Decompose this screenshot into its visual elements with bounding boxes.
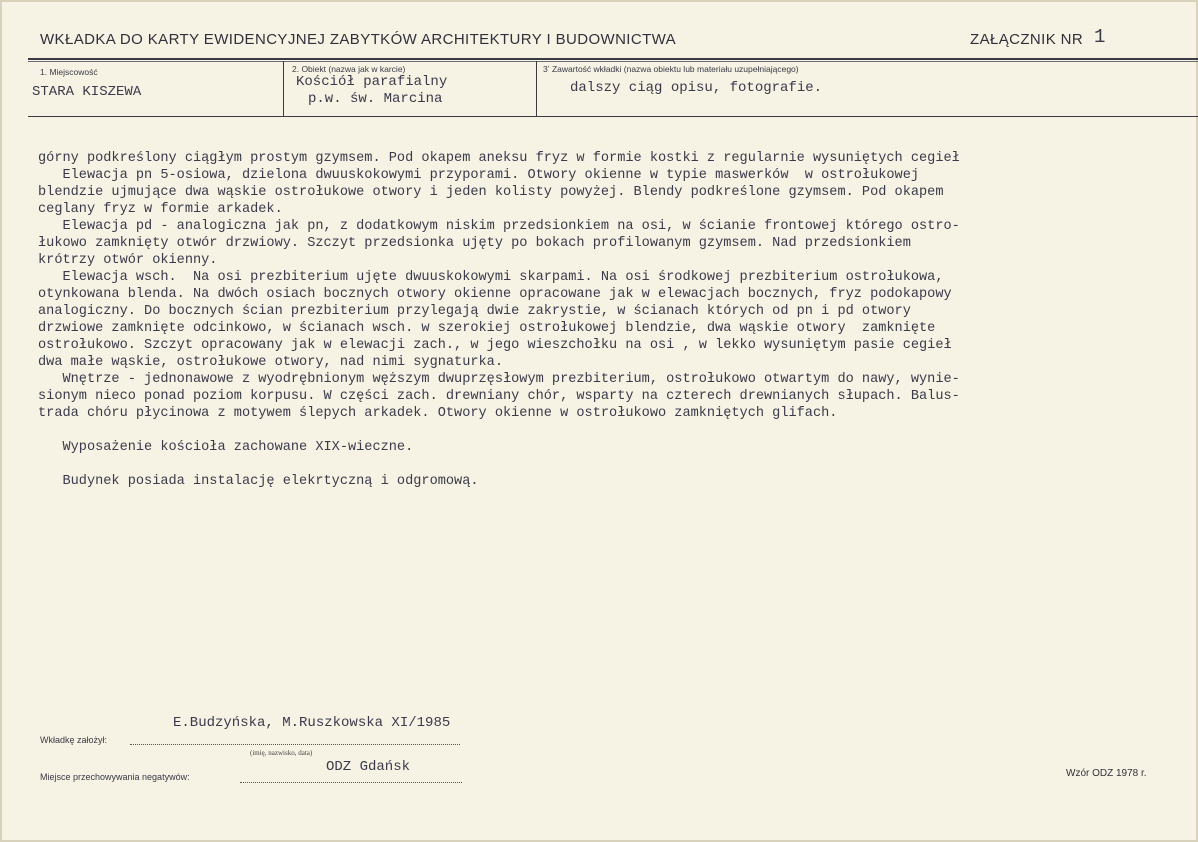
contents-value: dalszy ciąg opisu, fotografie. xyxy=(570,80,823,96)
annex-label: ZAŁĄCZNIK NR xyxy=(970,31,1084,48)
header-rule-thin xyxy=(28,61,1198,62)
body-line xyxy=(38,422,1198,439)
author-value: E.Budzyńska, M.Ruszkowska XI/1985 xyxy=(173,715,451,731)
body-line: krótrzy otwór okienny. xyxy=(38,253,218,268)
body-line xyxy=(38,456,1198,473)
body-line: drzwiowe zamknięte odcinkowo, w ścianach wsch. w szerokiej ostrołukowej blendzie, dwa wąskie otwory zamknięte xyxy=(38,321,936,336)
body-line: Wyposażenie kościoła zachowane XIX-wieczne. xyxy=(38,440,414,455)
author-note: (imię, nazwisko, data) xyxy=(250,749,313,757)
locality-value: STARA KISZEWA xyxy=(32,84,142,100)
body-line: sionym nieco ponad poziom korpusu. W części zach. drewniany chór, wsparty na czterech drewnianych słupach. Balus- xyxy=(38,389,960,404)
body-line: górny podkreślony ciągłym prostym gzymsem. Pod okapem aneksu fryz w formie kostki z regularnie wysuniętych cegieł xyxy=(38,151,960,166)
body-line: analogiczny. Do bocznych ścian prezbiterium przylegają dwie zakrystie, w ścianach których od pn i pd otwory xyxy=(38,304,911,319)
body-line: blendzie ujmujące dwa wąskie ostrołukowe otwory i jeden kolisty powyżej. Blendy podkreślone gzymsem. Pod okapem xyxy=(38,185,944,200)
body-line: Elewacja pn 5-osiowa, dzielona dwuuskokowymi przyporami. Otwory okienne w typie maswerków w ostrołukowej xyxy=(38,168,920,183)
header-rule xyxy=(28,58,1198,60)
field-divider-2 xyxy=(536,61,537,117)
object-value-line1: Kościół parafialny xyxy=(296,74,448,90)
storage-label: Miejsce przechowywania negatywów: xyxy=(40,772,190,782)
author-dotted-line xyxy=(130,744,460,745)
storage-dotted-line xyxy=(240,782,462,783)
body-line: Budynek posiada instalację elekrtyczną i odgromową. xyxy=(38,474,479,489)
body-line: łukowo zamknięty otwór drzwiowy. Szczyt przedsionka ujęty po bokach profilowanym gzymsem. Nad przedsionkiem xyxy=(38,236,911,251)
body-line: ostrołukowo. Szczyt opracowany jak w elewacji zach., w jego wieszchołku na osi , w lekko wysuniętym pasie cegieł xyxy=(38,338,952,353)
fields-bottom-rule xyxy=(28,116,1198,117)
annex-number: 1 xyxy=(1094,26,1106,48)
body-line: otynkowana blenda. Na dwóch osiach bocznych otwory okienne opracowane jak w elewacjach bocznych, fryz podokapowy xyxy=(38,287,952,302)
form-reference: Wzór ODZ 1978 r. xyxy=(1066,768,1147,779)
object-label: 2. Obiekt (nazwa jak w karcie) xyxy=(292,64,406,74)
object-value-line2: p.w. św. Marcina xyxy=(308,91,443,107)
body-line: Elewacja wsch. Na osi prezbiterium ujęte dwuuskokowymi skarpami. Na osi środkowej prezbiterium ostrołukowa, xyxy=(38,270,944,285)
locality-label: 1. Miejscowość xyxy=(40,67,98,77)
card-title: WKŁADKA DO KARTY EWIDENCYJNEJ ZABYTKÓW ARCHITEKTURY I BUDOWNICTWA xyxy=(40,31,677,48)
body-line: trada chóru płycinowa z motywem ślepych arkadek. Otwory okienne w ostrołukowo zamkniętych glifach. xyxy=(38,406,838,421)
body-line: Elewacja pd - analogiczna jak pn, z dodatkowym niskim przedsionkiem na osi, w ścianie frontowej którego ostro- xyxy=(38,219,960,234)
body-line: dwa małe wąskie, ostrołukowe otwory, nad nimi sygnaturka. xyxy=(38,355,503,370)
author-label: Wkładkę założył: xyxy=(40,735,108,745)
body-line: ceglany fryz w formie arkadek. xyxy=(38,202,283,217)
body-line: Wnętrze - jednonawowe z wyodrębnionym węższym dwuprzęsłowym prezbiterium, ostrołukowo otwartym do nawy, wynie- xyxy=(38,372,960,387)
storage-value: ODZ Gdańsk xyxy=(326,759,411,775)
contents-label: 3ʼ Zawartość wkładki (nazwa obiektu lub materiału uzupełniającego) xyxy=(543,64,799,74)
description-text xyxy=(38,150,1198,490)
field-divider-1 xyxy=(283,61,284,117)
